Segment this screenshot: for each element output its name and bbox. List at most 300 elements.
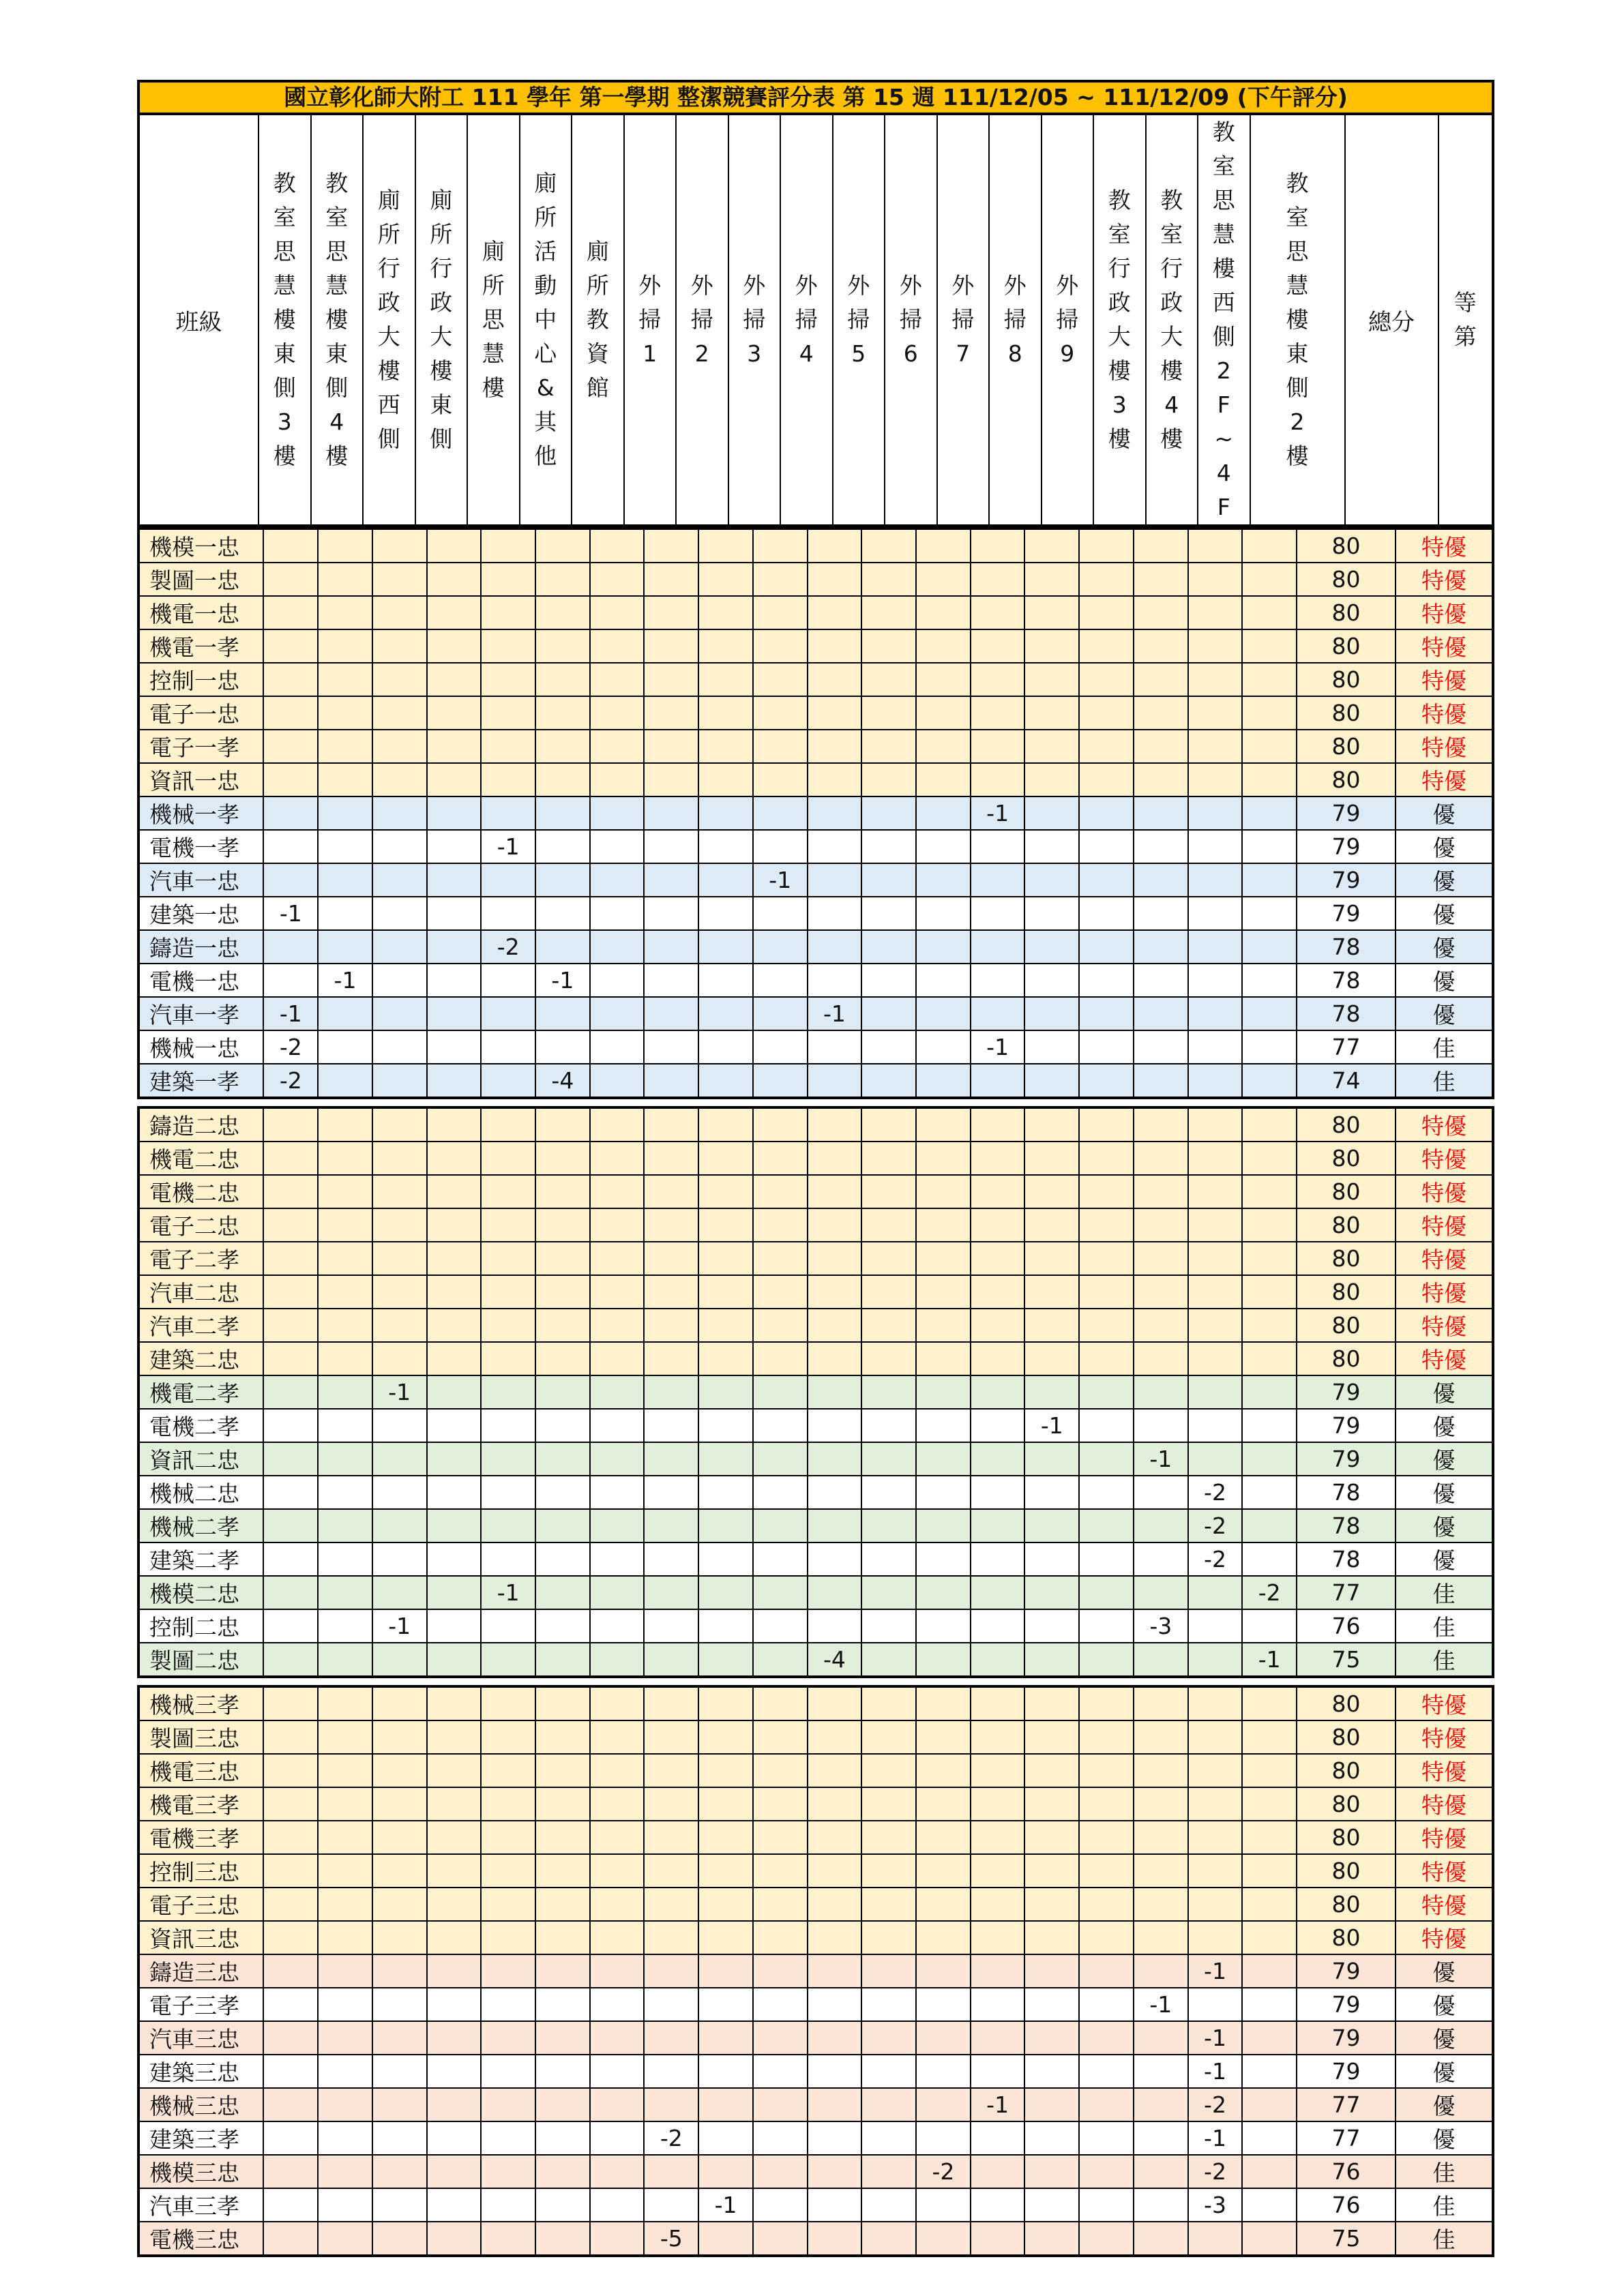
table-row bbox=[138, 1242, 1493, 1275]
penalty-cell bbox=[481, 1107, 535, 1142]
penalty-cell bbox=[861, 629, 916, 663]
penalty-cell bbox=[644, 1375, 698, 1409]
penalty-cell bbox=[590, 730, 645, 763]
penalty-cell: -2 bbox=[1188, 2088, 1243, 2121]
penalty-cell bbox=[1134, 1686, 1188, 1720]
penalty-cell bbox=[590, 696, 645, 730]
penalty-cell bbox=[1024, 2188, 1079, 2222]
penalty-cell bbox=[916, 1542, 971, 1576]
penalty-cell bbox=[808, 1821, 862, 1854]
penalty-cell bbox=[263, 563, 318, 596]
penalty-cell bbox=[318, 1854, 372, 1888]
table-row bbox=[138, 2222, 1493, 2256]
class-name-cell: 機械二忠 bbox=[138, 1476, 263, 1509]
penalty-cell bbox=[971, 2188, 1025, 2222]
penalty-cell bbox=[481, 796, 535, 830]
penalty-cell bbox=[1024, 1854, 1079, 1888]
penalty-cell bbox=[481, 1643, 535, 1677]
penalty-cell bbox=[318, 1921, 372, 1954]
penalty-cell bbox=[427, 2088, 482, 2121]
class-name-cell: 機電三忠 bbox=[138, 1754, 263, 1787]
penalty-cell bbox=[808, 1142, 862, 1175]
penalty-cell bbox=[916, 1754, 971, 1787]
penalty-cell bbox=[861, 2021, 916, 2055]
penalty-cell bbox=[535, 663, 590, 696]
penalty-cell bbox=[427, 2155, 482, 2188]
penalty-cell bbox=[1024, 2021, 1079, 2055]
total-score-cell: 80 bbox=[1297, 1208, 1396, 1242]
class-name-cell: 電機二孝 bbox=[138, 1409, 263, 1442]
penalty-cell bbox=[1134, 1643, 1188, 1677]
penalty-cell bbox=[318, 1275, 372, 1309]
penalty-cell bbox=[427, 1542, 482, 1576]
penalty-cell bbox=[263, 1509, 318, 1542]
penalty-cell bbox=[916, 1854, 971, 1888]
column-header-label: 廁所活動中心&其他 bbox=[534, 170, 557, 469]
penalty-cell bbox=[535, 563, 590, 596]
penalty-cell: -1 bbox=[1188, 2021, 1243, 2055]
penalty-cell bbox=[318, 1720, 372, 1754]
penalty-cell bbox=[698, 1064, 753, 1098]
penalty-cell bbox=[590, 1509, 645, 1542]
penalty-cell bbox=[263, 964, 318, 997]
penalty-cell bbox=[318, 863, 372, 897]
class-name-cell: 控制二忠 bbox=[138, 1609, 263, 1643]
total-score-cell: 77 bbox=[1297, 1030, 1396, 1064]
penalty-cell bbox=[1242, 1787, 1297, 1821]
penalty-cell bbox=[1134, 1921, 1188, 1954]
penalty-cell bbox=[916, 629, 971, 663]
penalty-cell bbox=[698, 1142, 753, 1175]
column-header bbox=[520, 115, 572, 526]
penalty-cell bbox=[971, 1821, 1025, 1854]
grade-cell: 優 bbox=[1396, 2121, 1493, 2155]
penalty-cell bbox=[481, 2155, 535, 2188]
penalty-cell bbox=[644, 1476, 698, 1509]
total-score-cell: 79 bbox=[1297, 1409, 1396, 1442]
total-score-cell: 75 bbox=[1297, 1643, 1396, 1677]
penalty-cell bbox=[590, 1242, 645, 1275]
total-score-cell: 79 bbox=[1297, 796, 1396, 830]
penalty-cell bbox=[808, 1175, 862, 1208]
penalty-cell: -1 bbox=[971, 796, 1025, 830]
penalty-cell: -1 bbox=[1024, 1409, 1079, 1442]
penalty-cell bbox=[481, 1208, 535, 1242]
total-score-cell: 80 bbox=[1297, 1754, 1396, 1787]
penalty-cell bbox=[1024, 1754, 1079, 1787]
penalty-cell bbox=[808, 629, 862, 663]
penalty-cell bbox=[263, 1921, 318, 1954]
penalty-cell bbox=[372, 1175, 427, 1208]
penalty-cell bbox=[861, 964, 916, 997]
penalty-cell bbox=[372, 1643, 427, 1677]
penalty-cell bbox=[1242, 629, 1297, 663]
column-header-label: 教室思慧樓東側3樓 bbox=[273, 170, 296, 469]
penalty-cell bbox=[318, 997, 372, 1030]
penalty-cell bbox=[318, 1442, 372, 1476]
penalty-cell bbox=[372, 1275, 427, 1309]
penalty-cell bbox=[318, 2088, 372, 2121]
penalty-cell bbox=[263, 1309, 318, 1342]
grade-cell: 佳 bbox=[1396, 2222, 1493, 2256]
penalty-cell bbox=[1024, 1064, 1079, 1098]
penalty-cell bbox=[372, 2121, 427, 2155]
penalty-cell bbox=[971, 1988, 1025, 2021]
penalty-cell bbox=[427, 830, 482, 863]
penalty-cell bbox=[590, 1064, 645, 1098]
penalty-cell bbox=[1024, 1787, 1079, 1821]
penalty-cell bbox=[427, 1064, 482, 1098]
penalty-cell bbox=[1024, 1686, 1079, 1720]
penalty-cell bbox=[1079, 1509, 1134, 1542]
penalty-cell bbox=[318, 1208, 372, 1242]
penalty-cell bbox=[644, 1142, 698, 1175]
penalty-cell bbox=[861, 663, 916, 696]
column-header bbox=[311, 115, 364, 526]
penalty-cell: -2 bbox=[1242, 1576, 1297, 1609]
penalty-cell bbox=[1134, 2021, 1188, 2055]
penalty-cell bbox=[1134, 1542, 1188, 1576]
penalty-cell bbox=[808, 1888, 862, 1921]
penalty-cell bbox=[1134, 763, 1188, 796]
penalty-cell bbox=[753, 1609, 808, 1643]
penalty-cell bbox=[318, 730, 372, 763]
penalty-cell bbox=[1134, 1821, 1188, 1854]
penalty-cell bbox=[1024, 1542, 1079, 1576]
column-header bbox=[937, 115, 990, 526]
penalty-cell bbox=[590, 663, 645, 696]
penalty-cell bbox=[427, 2055, 482, 2088]
penalty-cell bbox=[644, 563, 698, 596]
penalty-cell: -3 bbox=[1134, 1609, 1188, 1643]
penalty-cell: -1 bbox=[753, 863, 808, 897]
penalty-cell bbox=[427, 2188, 482, 2222]
penalty-cell bbox=[318, 897, 372, 930]
penalty-cell bbox=[1134, 1409, 1188, 1442]
total-score-cell: 80 bbox=[1297, 1342, 1396, 1375]
penalty-cell bbox=[644, 1686, 698, 1720]
penalty-cell bbox=[808, 596, 862, 629]
penalty-cell bbox=[535, 1720, 590, 1754]
penalty-cell bbox=[535, 1954, 590, 1988]
column-header-label: 廁所行政大樓西側 bbox=[377, 187, 400, 452]
penalty-cell bbox=[971, 2121, 1025, 2155]
class-name-cell: 電子三忠 bbox=[138, 1888, 263, 1921]
penalty-cell bbox=[481, 1442, 535, 1476]
penalty-cell bbox=[1024, 1142, 1079, 1175]
penalty-cell bbox=[1134, 1954, 1188, 1988]
penalty-cell bbox=[263, 2021, 318, 2055]
penalty-cell bbox=[1242, 1107, 1297, 1142]
penalty-cell: -1 bbox=[372, 1609, 427, 1643]
grade1-table bbox=[137, 527, 1494, 1099]
penalty-cell bbox=[318, 1309, 372, 1342]
grade-cell: 優 bbox=[1396, 964, 1493, 997]
grade-cell: 特優 bbox=[1396, 1242, 1493, 1275]
penalty-cell bbox=[753, 1720, 808, 1754]
penalty-cell bbox=[1079, 528, 1134, 563]
penalty-cell bbox=[1024, 830, 1079, 863]
penalty-cell bbox=[590, 897, 645, 930]
column-header-label: 外掃2 bbox=[690, 272, 713, 367]
penalty-cell bbox=[318, 1409, 372, 1442]
penalty-cell bbox=[698, 1175, 753, 1208]
penalty-cell bbox=[1079, 796, 1134, 830]
penalty-cell bbox=[1188, 629, 1243, 663]
penalty-cell bbox=[372, 2188, 427, 2222]
penalty-cell bbox=[1242, 1342, 1297, 1375]
total-score-cell: 80 bbox=[1297, 663, 1396, 696]
penalty-cell bbox=[698, 528, 753, 563]
penalty-cell bbox=[535, 1921, 590, 1954]
penalty-cell bbox=[698, 796, 753, 830]
penalty-cell bbox=[698, 1720, 753, 1754]
penalty-cell: -2 bbox=[1188, 2155, 1243, 2188]
penalty-cell bbox=[1079, 1609, 1134, 1643]
penalty-cell bbox=[698, 1988, 753, 2021]
penalty-cell bbox=[644, 1787, 698, 1821]
penalty-cell bbox=[1242, 1030, 1297, 1064]
penalty-cell bbox=[808, 1242, 862, 1275]
penalty-cell bbox=[1079, 863, 1134, 897]
penalty-cell bbox=[916, 2021, 971, 2055]
total-score-cell: 78 bbox=[1297, 1476, 1396, 1509]
penalty-cell bbox=[644, 964, 698, 997]
penalty-cell bbox=[698, 1509, 753, 1542]
table-row bbox=[138, 830, 1493, 863]
penalty-cell bbox=[971, 964, 1025, 997]
penalty-cell bbox=[1079, 1476, 1134, 1509]
penalty-cell bbox=[808, 1954, 862, 1988]
penalty-cell bbox=[590, 1686, 645, 1720]
penalty-cell bbox=[481, 1720, 535, 1754]
penalty-cell bbox=[318, 528, 372, 563]
penalty-cell bbox=[535, 2021, 590, 2055]
penalty-cell bbox=[1242, 1720, 1297, 1754]
penalty-cell bbox=[263, 930, 318, 964]
penalty-cell bbox=[861, 930, 916, 964]
penalty-cell bbox=[644, 763, 698, 796]
penalty-cell bbox=[971, 1954, 1025, 1988]
penalty-cell bbox=[590, 1609, 645, 1643]
grade-cell: 佳 bbox=[1396, 1064, 1493, 1098]
penalty-cell: -5 bbox=[644, 2222, 698, 2256]
penalty-cell bbox=[372, 1030, 427, 1064]
penalty-cell bbox=[535, 1576, 590, 1609]
penalty-cell bbox=[753, 1442, 808, 1476]
penalty-cell bbox=[481, 1509, 535, 1542]
penalty-cell bbox=[263, 528, 318, 563]
penalty-cell bbox=[481, 1854, 535, 1888]
grade3-table bbox=[137, 1685, 1494, 2257]
penalty-cell bbox=[481, 964, 535, 997]
penalty-cell bbox=[1242, 1064, 1297, 1098]
penalty-cell bbox=[535, 1509, 590, 1542]
penalty-cell bbox=[1188, 1208, 1243, 1242]
class-name-cell: 製圖三忠 bbox=[138, 1720, 263, 1754]
penalty-cell bbox=[644, 663, 698, 696]
penalty-cell bbox=[861, 1242, 916, 1275]
penalty-cell bbox=[590, 997, 645, 1030]
grade-cell: 優 bbox=[1396, 1542, 1493, 1576]
class-name-cell: 機模一忠 bbox=[138, 528, 263, 563]
penalty-cell bbox=[1024, 1175, 1079, 1208]
column-header bbox=[624, 115, 677, 526]
penalty-cell bbox=[427, 1754, 482, 1787]
penalty-cell bbox=[916, 1242, 971, 1275]
penalty-cell bbox=[372, 596, 427, 629]
penalty-cell bbox=[263, 730, 318, 763]
penalty-cell bbox=[916, 1175, 971, 1208]
penalty-cell bbox=[481, 629, 535, 663]
table-row bbox=[138, 1107, 1493, 1142]
class-name-cell: 鑄造一忠 bbox=[138, 930, 263, 964]
penalty-cell bbox=[1242, 830, 1297, 863]
penalty-cell bbox=[644, 863, 698, 897]
penalty-cell bbox=[427, 1476, 482, 1509]
penalty-cell bbox=[427, 1988, 482, 2021]
penalty-cell bbox=[916, 1309, 971, 1342]
penalty-cell bbox=[590, 1576, 645, 1609]
penalty-cell bbox=[1024, 1576, 1079, 1609]
total-score-cell: 80 bbox=[1297, 1921, 1396, 1954]
penalty-cell bbox=[535, 830, 590, 863]
penalty-cell bbox=[861, 1988, 916, 2021]
table-row bbox=[138, 964, 1493, 997]
penalty-cell bbox=[1134, 1888, 1188, 1921]
table-row bbox=[138, 1275, 1493, 1309]
penalty-cell bbox=[698, 1686, 753, 1720]
penalty-cell bbox=[427, 563, 482, 596]
penalty-cell bbox=[372, 2222, 427, 2256]
penalty-cell bbox=[1134, 1476, 1188, 1509]
class-name-cell: 電子二孝 bbox=[138, 1242, 263, 1275]
penalty-cell bbox=[535, 2055, 590, 2088]
penalty-cell bbox=[372, 1787, 427, 1821]
penalty-cell bbox=[971, 1888, 1025, 1921]
column-header-label: 教室思慧樓西側2F~4F bbox=[1212, 119, 1235, 520]
penalty-cell bbox=[535, 2222, 590, 2256]
penalty-cell: -1 bbox=[971, 1030, 1025, 1064]
penalty-cell bbox=[481, 1476, 535, 1509]
penalty-cell bbox=[1188, 930, 1243, 964]
penalty-cell bbox=[808, 2088, 862, 2121]
grade-cell: 特優 bbox=[1396, 663, 1493, 696]
penalty-cell bbox=[698, 1442, 753, 1476]
total-score-cell: 80 bbox=[1297, 629, 1396, 663]
penalty-cell bbox=[808, 1309, 862, 1342]
penalty-cell bbox=[1079, 930, 1134, 964]
penalty-cell bbox=[753, 964, 808, 997]
penalty-cell bbox=[698, 1275, 753, 1309]
penalty-cell bbox=[535, 2121, 590, 2155]
score-sheet bbox=[137, 80, 1494, 2257]
penalty-cell bbox=[861, 2222, 916, 2256]
class-name-cell: 鑄造三忠 bbox=[138, 1954, 263, 1988]
penalty-cell bbox=[971, 1409, 1025, 1442]
penalty-cell bbox=[372, 1476, 427, 1509]
penalty-cell bbox=[1188, 1442, 1243, 1476]
penalty-cell bbox=[318, 2188, 372, 2222]
penalty-cell bbox=[318, 629, 372, 663]
penalty-cell bbox=[753, 1888, 808, 1921]
penalty-cell bbox=[318, 1142, 372, 1175]
penalty-cell bbox=[1079, 629, 1134, 663]
penalty-cell bbox=[1134, 629, 1188, 663]
table-row bbox=[138, 596, 1493, 629]
penalty-cell bbox=[971, 997, 1025, 1030]
penalty-cell bbox=[753, 1643, 808, 1677]
penalty-cell bbox=[372, 1208, 427, 1242]
total-score-cell: 78 bbox=[1297, 930, 1396, 964]
penalty-cell bbox=[753, 763, 808, 796]
class-name-cell: 汽車一忠 bbox=[138, 863, 263, 897]
penalty-cell bbox=[372, 1954, 427, 1988]
penalty-cell bbox=[1188, 1720, 1243, 1754]
total-score-cell: 80 bbox=[1297, 1275, 1396, 1309]
block-gap bbox=[137, 1678, 1494, 1685]
penalty-cell bbox=[263, 1409, 318, 1442]
penalty-cell bbox=[916, 1720, 971, 1754]
class-name-cell: 機械一孝 bbox=[138, 796, 263, 830]
penalty-cell bbox=[916, 1921, 971, 1954]
penalty-cell bbox=[427, 696, 482, 730]
total-score-cell: 78 bbox=[1297, 997, 1396, 1030]
penalty-cell bbox=[1188, 1686, 1243, 1720]
penalty-cell bbox=[753, 1275, 808, 1309]
penalty-cell bbox=[1024, 763, 1079, 796]
class-name-cell: 電子一忠 bbox=[138, 696, 263, 730]
penalty-cell bbox=[971, 1787, 1025, 1821]
grade-cell: 優 bbox=[1396, 1409, 1493, 1442]
class-name-cell: 製圖一忠 bbox=[138, 563, 263, 596]
penalty-cell bbox=[1188, 1175, 1243, 1208]
penalty-cell bbox=[916, 1107, 971, 1142]
penalty-cell bbox=[590, 1309, 645, 1342]
penalty-cell: -3 bbox=[1188, 2188, 1243, 2222]
penalty-cell bbox=[1242, 763, 1297, 796]
penalty-cell bbox=[1242, 964, 1297, 997]
class-name-cell: 機模二忠 bbox=[138, 1576, 263, 1609]
penalty-cell bbox=[318, 2155, 372, 2188]
sheet-title: 國立彰化師大附工 111 學年 第一學期 整潔競賽評分表 第 15 週 111/12/05 ~ 111/12/09 (下午評分) bbox=[137, 80, 1494, 114]
penalty-cell bbox=[808, 1208, 862, 1242]
penalty-cell bbox=[916, 1409, 971, 1442]
penalty-cell bbox=[644, 1175, 698, 1208]
penalty-cell bbox=[1024, 964, 1079, 997]
penalty-cell bbox=[427, 1954, 482, 1988]
penalty-cell bbox=[698, 2088, 753, 2121]
total-score-cell: 80 bbox=[1297, 1142, 1396, 1175]
penalty-cell bbox=[372, 2088, 427, 2121]
penalty-cell bbox=[1188, 2222, 1243, 2256]
grade-cell: 優 bbox=[1396, 2055, 1493, 2088]
penalty-cell bbox=[1024, 2088, 1079, 2121]
penalty-cell bbox=[971, 528, 1025, 563]
penalty-cell bbox=[644, 2021, 698, 2055]
grade-cell: 優 bbox=[1396, 2021, 1493, 2055]
penalty-cell bbox=[1242, 1442, 1297, 1476]
penalty-cell bbox=[1079, 2088, 1134, 2121]
column-header bbox=[1198, 115, 1250, 526]
penalty-cell: -4 bbox=[808, 1643, 862, 1677]
penalty-cell bbox=[861, 696, 916, 730]
penalty-cell bbox=[971, 1643, 1025, 1677]
penalty-cell bbox=[753, 1921, 808, 1954]
penalty-cell bbox=[481, 2222, 535, 2256]
penalty-cell bbox=[753, 696, 808, 730]
penalty-cell bbox=[916, 1509, 971, 1542]
